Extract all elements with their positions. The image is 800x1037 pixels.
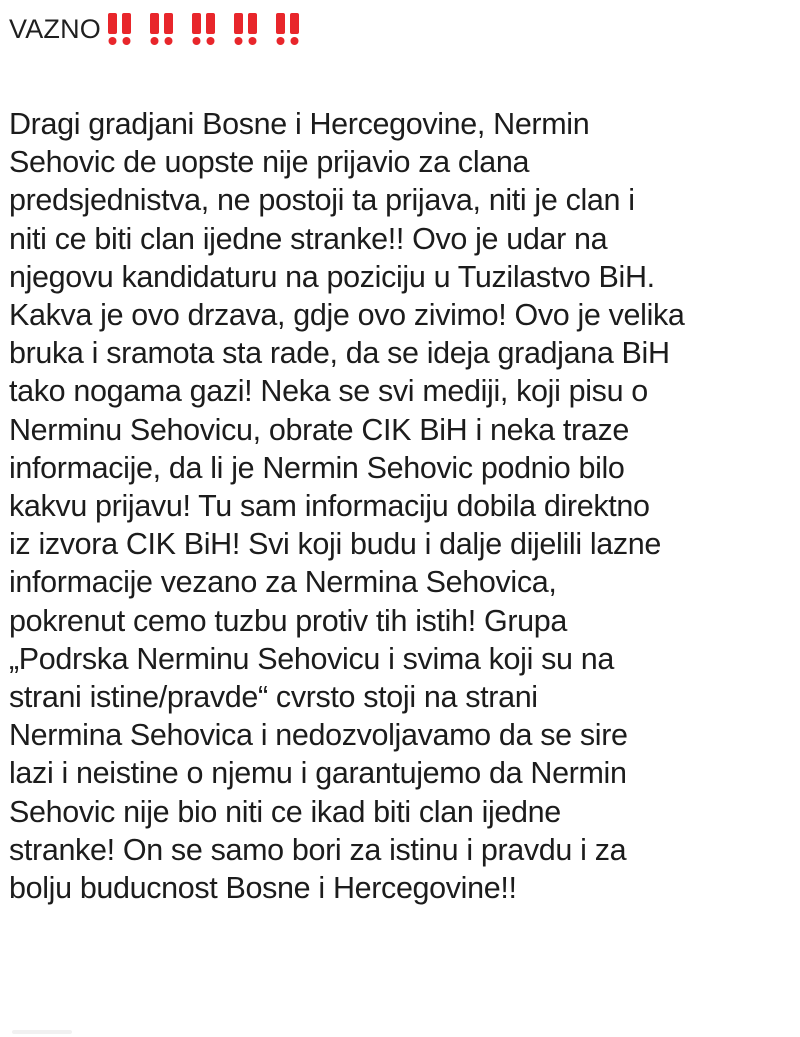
- heading-text: VAZNO: [9, 13, 102, 44]
- post-line: predsjednistva, ne postoji ta prijava, niti je clan i: [9, 183, 635, 218]
- post-heading: [9, 9, 315, 49]
- post-line: njegovu kandidaturu na poziciju u Tuzilastvo BiH.: [9, 259, 655, 294]
- post-line: Kakva je ovo drzava, gdje ovo zivimo! Ovo je velika: [9, 298, 685, 333]
- footer-divider: [12, 1030, 72, 1034]
- post-body: [9, 105, 794, 907]
- double-exclamation-icon: [147, 12, 177, 46]
- post-line: bolju buducnost Bosne i Hercegovine!!: [9, 871, 517, 906]
- post-line: informacije, da li je Nermin Sehovic podnio bilo: [9, 450, 625, 485]
- post-line: Dragi gradjani Bosne i Hercegovine, Nermin: [9, 107, 590, 141]
- post-line: Sehovic de uopste nije prijavio za clana: [9, 145, 530, 180]
- post-line: strani istine/pravde“ cvrsto stoji na strani: [9, 680, 538, 715]
- post-line: lazi i neistine o njemu i garantujemo da Nermin: [9, 756, 627, 791]
- post-line: bruka i sramota sta rade, da se ideja gradjana BiH: [9, 336, 670, 371]
- double-exclamation-icon: [231, 12, 261, 46]
- post-line: tako nogama gazi! Neka se svi mediji, koji pisu o: [9, 374, 648, 409]
- double-exclamation-icon: [189, 12, 219, 46]
- double-exclamation-icon: [273, 12, 303, 46]
- post-line: Sehovic nije bio niti ce ikad biti clan ijedne: [9, 794, 561, 829]
- post-line: Nerminu Sehovicu, obrate CIK BiH i neka traze: [9, 412, 629, 447]
- post-line: iz izvora CIK BiH! Svi koji budu i dalje dijelili lazne: [9, 527, 662, 562]
- post-line: informacije vezano za Nermina Sehovica,: [9, 565, 557, 600]
- post-line: kakvu prijavu! Tu sam informaciju dobila direktno: [9, 489, 650, 524]
- post-line: „Podrska Nerminu Sehovicu i svima koji su na: [9, 641, 615, 676]
- emoji-row: [105, 12, 315, 46]
- post-line: stranke! On se samo bori za istinu i pravdu i za: [9, 832, 627, 867]
- post-line: niti ce biti clan ijedne stranke!! Ovo je udar na: [9, 221, 608, 256]
- double-exclamation-icon: [105, 12, 135, 46]
- post-line: Nermina Sehovica i nedozvoljavamo da se sire: [9, 718, 628, 753]
- post-line: pokrenut cemo tuzbu protiv tih istih! Grupa: [9, 603, 567, 638]
